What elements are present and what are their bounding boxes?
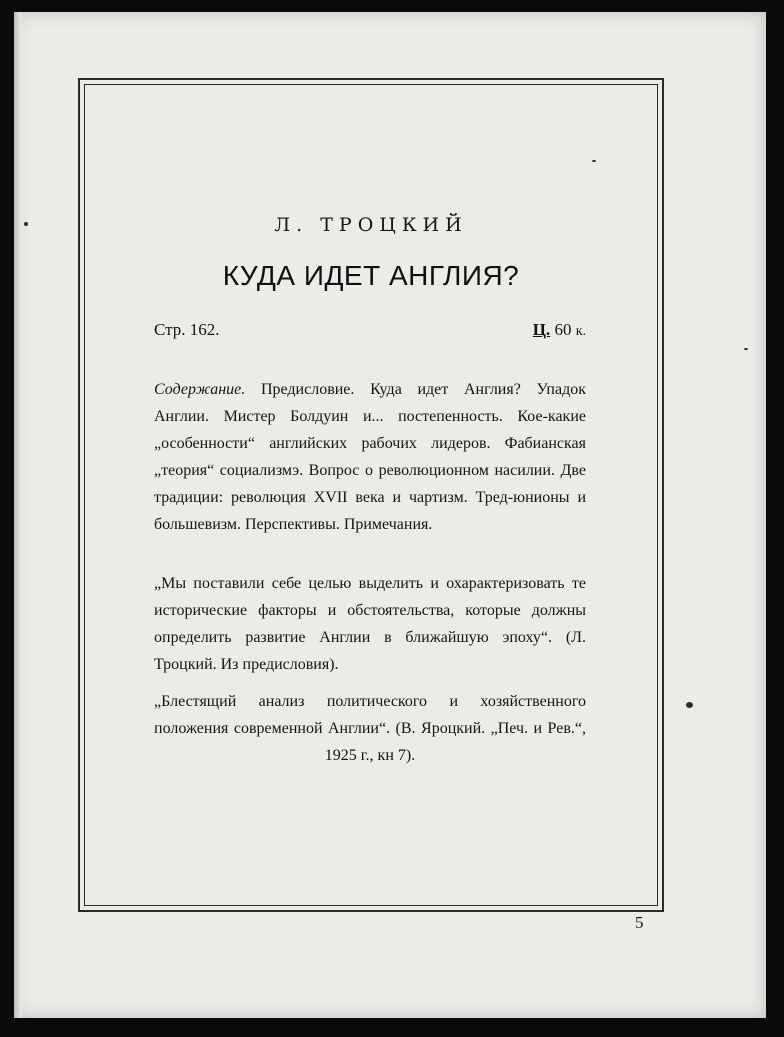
- contents-text: Предисловие. Куда идет Англия? Упадок Англии. Мистер Болдуин и... постепенность. Кое-какие „особенности“ английских рабочих лидеров. Фабианская „теория“ социализмэ. Вопрос о революционном насилии. Две традиции: революция XVII века и чартизм. Тред-юнионы и большевизм. Перспективы. Примечания.: [154, 381, 586, 533]
- ink-speck: [744, 348, 748, 350]
- book-price: [533, 320, 586, 340]
- review-quote: „Блестящий анализ политического и хозяйственного положения современной Англии“. (В. Яроцкий. „Печ. и Рев.“, 1925 г., кн 7).: [154, 693, 586, 764]
- page-number: 5: [635, 913, 644, 932]
- author-quote: „Мы поставили себе целью выделить и охарактеризовать те исторические факторы и обстоятельства, которые должны определить развитие Англии в ближайшую эпоху“. (Л. Троцкий. Из предисловия).: [154, 575, 586, 673]
- price-unit: к.: [575, 324, 586, 339]
- book-author: Л. ТРОЦКИЙ: [274, 214, 468, 236]
- ink-speck: [24, 222, 28, 226]
- price-value: 60: [550, 320, 576, 339]
- book-title: КУДА ИДЕТ АНГЛИЯ?: [222, 260, 520, 291]
- page-border-frame: [78, 78, 664, 912]
- contents-label: Содержание.: [154, 381, 246, 398]
- price-prefix: Ц.: [532, 320, 551, 339]
- page-count: Стр. 162.: [154, 320, 220, 339]
- table-of-contents: [154, 376, 586, 538]
- book-meta-row: [154, 320, 586, 340]
- ink-speck: [686, 702, 693, 708]
- page-spine-shadow: [14, 12, 22, 1018]
